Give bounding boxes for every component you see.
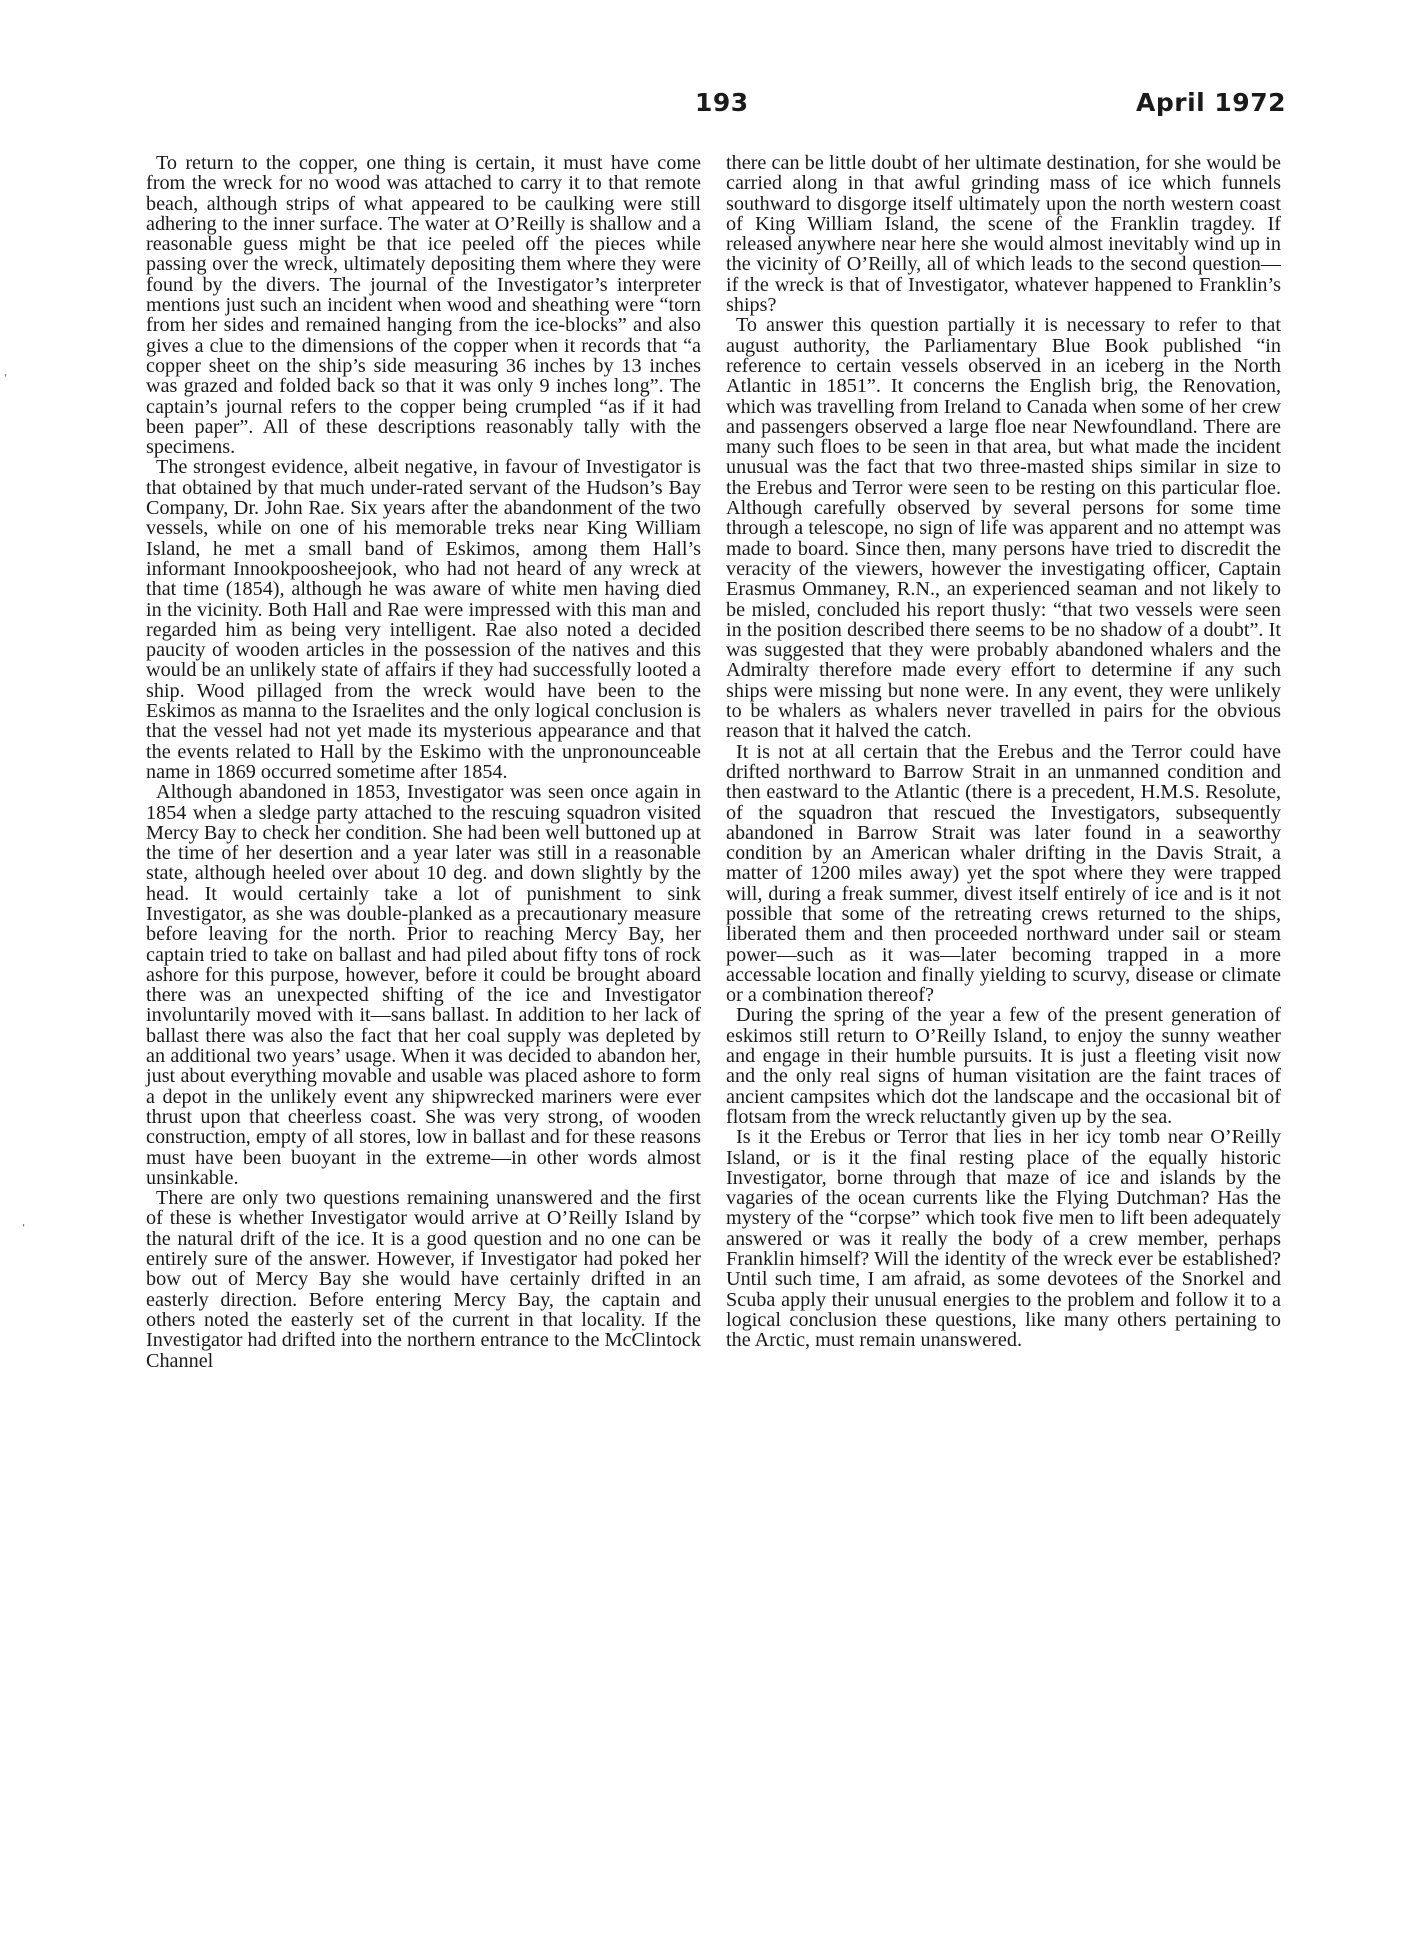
paragraph-copper-origin: To return to the copper, one thing is certain, it must have come from the wreck for no wood was attached to carry it to that remote beach, although strips of what appeared to be caulking were still adhering to the inner surface. The water at O’Reilly is shallow and a reasonable guess might be that ice peeled off the pieces while passing over the wreck, ultimately depositing them where they were found by the divers. The journal of the Investigator’s interpreter mentions just such an incident when wood and sheathing were “torn from her sides and remained hanging from the ice-blocks” and also gives a clue to the dimensions of the copper when it records that “a copper sheet on the ship’s side measuring 36 inches by 13 inches was grazed and folded back so that it was only 9 inches long”. The captain’s journal refers to the copper being crumpled “as if it had been paper”. All of these descriptions reasonably tally with the specimens.: [146, 152, 701, 459]
paragraph-rae-evidence: The strongest evidence, albeit negative, in favour of Investigator is that obtained by that much under-rated servant of the Hudson’s Bay Company, Dr. John Rae. Six years after the abandonment of the two vessels, while on one of his memorable treks near King William Island, he met a small band of Eskimos, among them Hall’s informant Innookpoosheejook, who had not heard of any wreck at that time (1854), although he was aware of white men having died in the vicinity. Both Hall and Rae were impressed with this man and regarded him as being very intelligent. Rae also noted a decided paucity of wooden articles in the possession of the natives and this would be an unlikely state of affairs if they had successfully looted a ship. Wood pillaged from the wreck would have been to the Eskimos as manna to the Israelites and the only logical conclusion is that the vessel had not yet made its mysterious appearance and that the events related to Hall by the Eskimo with the unpronounceable name in 1869 occurred sometime after 1854.: [146, 456, 701, 783]
issue-date: April 1972: [1136, 88, 1286, 117]
paragraph-ultimate-destination: there can be little doubt of her ultimate destination, for she would be carried along in that awful grinding mass of ice which funnels southward to disgorge itself ultimately upon the north western coast of King William Island, the scene of the Franklin tragdey. If released anywhere near here she would almost inevitably wind up in the vicinity of O’Reilly, all of which leads to the second question—if the wreck is that of Investigator, whatever happened to Franklin’s ships?: [726, 152, 1281, 317]
page-number: 193: [695, 88, 749, 117]
right-column: [726, 153, 1281, 1351]
scan-margin-mark: ˈ: [3, 372, 9, 389]
left-column: [146, 153, 701, 1371]
paragraph-investigator-condition: Although abandoned in 1853, Investigator was seen once again in 1854 when a sledge party attached to the rescuing squadron visited Mercy Bay to check her condition. She had been well buttoned up at the time of her desertion and a year later was still in a reasonable state, although heeled over about 10 deg. and down slightly by the head. It would certainly take a lot of punishment to sink Investigator, as she was double-planked as a precautionary measure before leaving for the north. Prior to reaching Mercy Bay, her captain tried to take on ballast and had piled about fifty tons of rock ashore for this purpose, however, before it could be brought aboard there was an unexpected shifting of the ice and Investigator involuntarily moved with it—sans ballast. In addition to her lack of ballast there was also the fact that her coal supply was depleted by an additional two years’ usage. When it was decided to abandon her, just about everything movable and usable was placed ashore to form a depot in the unlikely event any shipwrecked mariners were ever thrust upon that cheerless coast. She was very strong, of wooden construction, empty of all stores, low in ballast and for these reasons must have been buoyant in the extreme—in other words almost unsinkable.: [146, 781, 701, 1189]
paragraph-drift-northward: It is not at all certain that the Erebus and the Terror could have drifted northward to Barrow Strait in an unmanned condition and then eastward to the Atlantic (there is a precedent, H.M.S. Resolute, of the squadron that rescued the Investigators, subsequently abandoned in Barrow Strait was later found in a seaworthy condition by an American whaler drifting in the Davis Strait, a matter of 1200 miles away) yet the spot where they were trapped will, during a freak summer, divest itself entirely of ice and is it not possible that some of the retreating crews returned to the ships, liberated them and then proceeded northward under sail or steam power—such as it was—later becoming trapped in a more accessable location and finally yielding to scurvy, disease or climate or a combination thereof?: [726, 740, 1281, 1007]
paragraph-eskimos-return: During the spring of the year a few of the present generation of eskimos still return to O’Reilly Island, to enjoy the sunny weather and engage in their humble pursuits. It is just a fleeting visit now and the only real signs of human visitation are the faint traces of ancient campsites which dot the landscape and the occasional bit of flotsam from the wreck reluctantly given up by the sea.: [726, 1004, 1281, 1128]
paragraph-ice-drift: There are only two questions remaining unanswered and the first of these is whether Investigator would arrive at O’Reilly Island by the natural drift of the ice. It is a good question and no one can be entirely sure of the answer. However, if Investigator had poked her bow out of Mercy Bay she would have certainly drifted in an easterly direction. Before entering Mercy Bay, the captain and others noted the easterly set of the current in that locality. If the Investigator had drifted into the northern entrance to the McClintock Channel: [146, 1187, 701, 1372]
paragraph-closing-questions: Is it the Erebus or Terror that lies in her icy tomb near O’Reilly Island, or is it the final resting place of the equally historic Investigator, borne through that maze of ice and islands by the vagaries of the ocean currents like the Flying Dutchman? Has the mystery of the “corpse” which took five men to lift been adequately answered or was it really the body of a crew member, perhaps Franklin himself? Will the identity of the wreck ever be established? Until such time, I am afraid, as some devotees of the Snorkel and Scuba apply their unusual energies to the problem and follow it to a logical conclusion these questions, like many others pertaining to the Arctic, must remain unanswered.: [726, 1126, 1281, 1352]
paragraph-blue-book: To answer this question partially it is necessary to refer to that august authority, the Parliamentary Blue Book published “in reference to certain vessels observed in an iceberg in the North Atlantic in 1851”. It concerns the English brig, the Renovation, which was travelling from Ireland to Canada when some of her crew and passengers observed a large floe near Newfoundland. There are many such floes to be seen in that area, but what made the incident unusual was the fact that two three-masted ships similar in size to the Erebus and Terror were seen to be resting on this particular floe. Although carefully observed by several persons for some time through a telescope, no sign of life was apparent and no attempt was made to board. Since then, many persons have tried to discredit the veracity of the viewers, however the investigating officer, Captain Erasmus Ommaney, R.N., an experienced seaman and not likely to be misled, concluded his report thusly: “that two vessels were seen in the position described there seems to be no shadow of a doubt”. It was suggested that they were probably abandoned whalers and the Admiralty therefore made every effort to determine if any such ships were missing but none were. In any event, they were unlikely to be whalers as whalers never travelled in pairs for the obvious reason that it halved the catch.: [726, 314, 1281, 743]
scan-margin-mark: ˌ: [21, 1210, 27, 1227]
